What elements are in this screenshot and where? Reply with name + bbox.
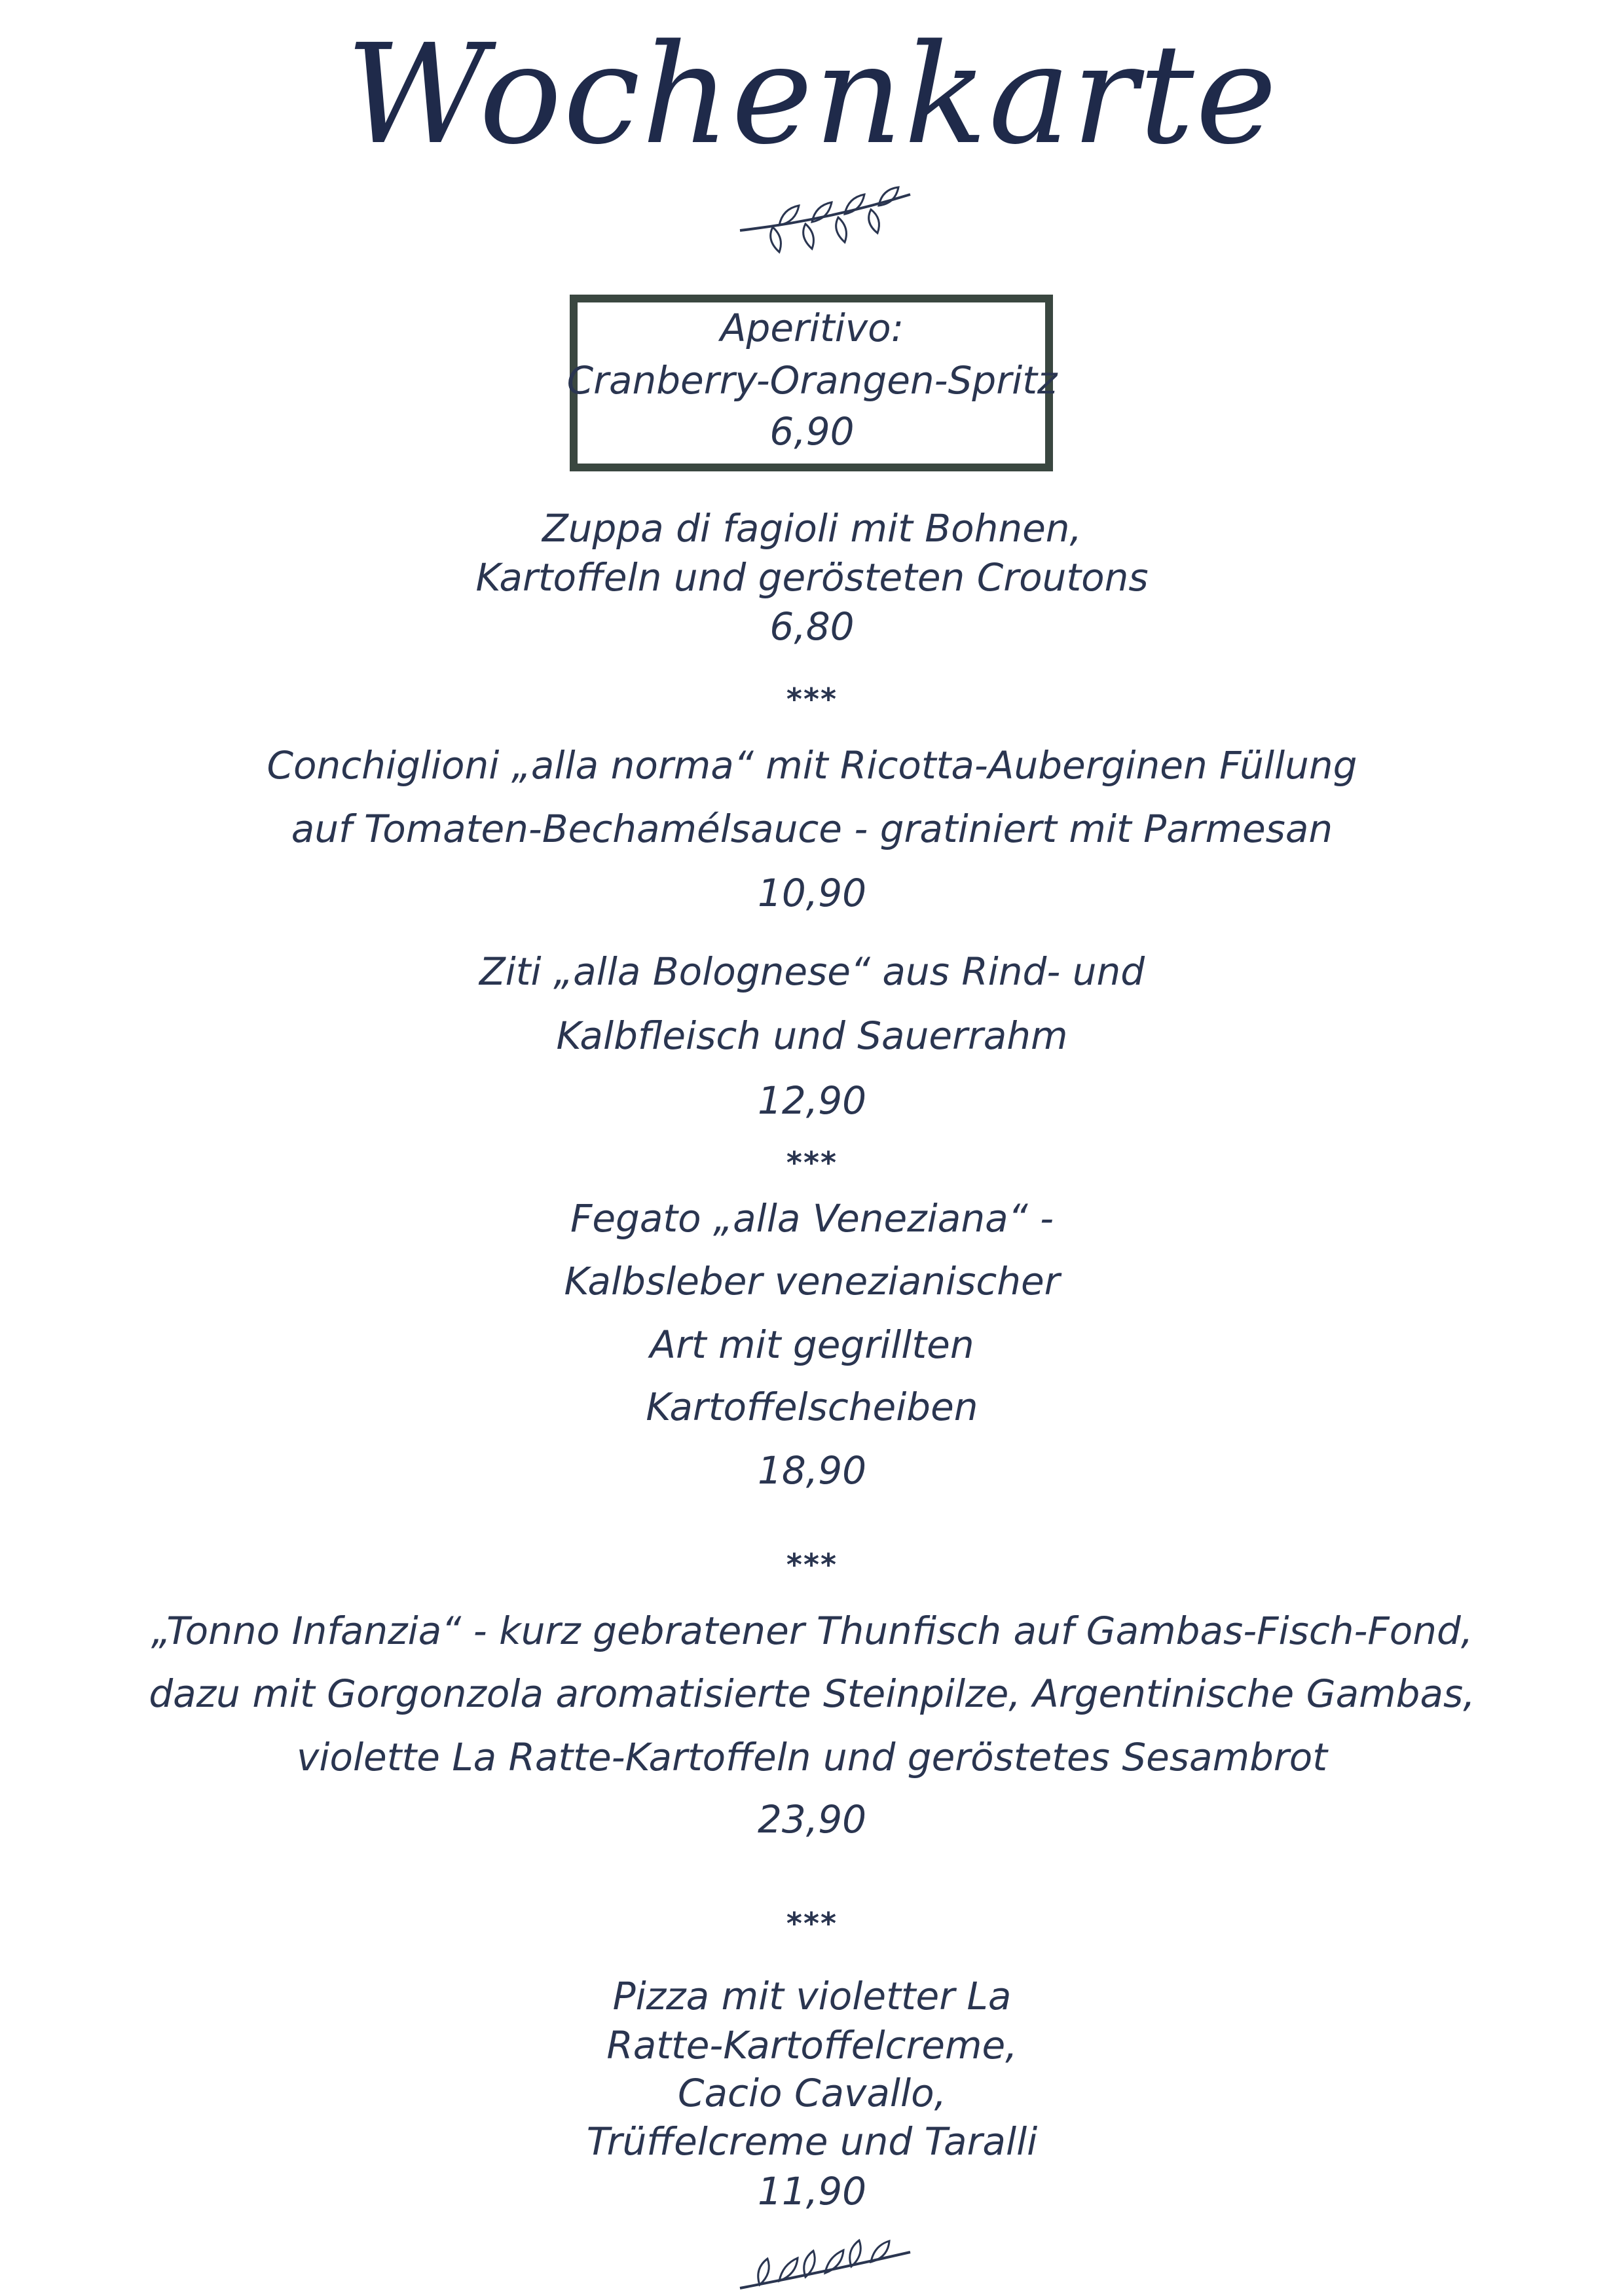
- separator: ***: [786, 682, 838, 717]
- aperitivo-name: Cranberry-Orangen-Spritz: [566, 358, 1058, 403]
- dish-4-line-4: Kartoffelscheiben: [646, 1385, 978, 1429]
- separator: ***: [786, 1547, 838, 1582]
- dish-4-line-2: Kalbsleber venezianischer: [564, 1259, 1060, 1303]
- dish-6-line-3: Cacio Cavallo,: [677, 2071, 947, 2115]
- leaf-sprig-icon: [733, 2232, 917, 2296]
- dish-3-price: 12,90: [757, 1078, 867, 1123]
- dish-3-line-2: Kalbfleisch und Sauerrahm: [556, 1013, 1068, 1058]
- aperitivo-price: 6,90: [769, 409, 855, 454]
- separator: ***: [786, 1906, 838, 1941]
- dish-5-line-2: dazu mit Gorgonzola aromatisierte Steinpilze, Argentinische Gambas,: [149, 1671, 1475, 1716]
- aperitivo-label: Aperitivo:: [720, 306, 904, 350]
- leaf-sprig-icon: [733, 185, 917, 257]
- dish-4-line-1: Fegato „alla Veneziana“ -: [570, 1196, 1054, 1241]
- dish-2-line-1: Conchiglioni „alla norma“ mit Ricotta-Auberginen Füllung: [267, 743, 1357, 788]
- dish-3-line-1: Ziti „alla Bolognese“ aus Rind- und: [479, 949, 1145, 994]
- dish-5-line-1: „Tonno Infanzia“ - kurz gebratener Thunfisch auf Gambas-Fisch-Fond,: [151, 1609, 1473, 1653]
- dish-6-price: 11,90: [757, 2169, 867, 2214]
- dish-5-line-3: violette La Ratte-Kartoffeln und geröstetes Sesambrot: [297, 1735, 1327, 1779]
- dish-6-line-2: Ratte-Kartoffelcreme,: [606, 2023, 1018, 2068]
- dish-4-line-3: Art mit gegrillten: [650, 1322, 974, 1367]
- dish-5-price: 23,90: [757, 1797, 867, 1842]
- dish-2-price: 10,90: [757, 871, 867, 915]
- dish-1-line-2: Kartoffeln und gerösteten Croutons: [475, 555, 1149, 600]
- dish-1-price: 6,80: [769, 604, 855, 649]
- dish-4-price: 18,90: [757, 1448, 867, 1493]
- dish-6-line-1: Pizza mit violetter La: [612, 1974, 1012, 2018]
- dish-1-line-1: Zuppa di fagioli mit Bohnen,: [542, 506, 1082, 551]
- dish-2-line-2: auf Tomaten-Bechamélsauce - gratiniert mit Parmesan: [291, 807, 1333, 851]
- dish-6-line-4: Trüffelcreme und Taralli: [586, 2119, 1038, 2164]
- page-title: Wochenkarte: [346, 14, 1278, 175]
- separator: ***: [786, 1145, 838, 1180]
